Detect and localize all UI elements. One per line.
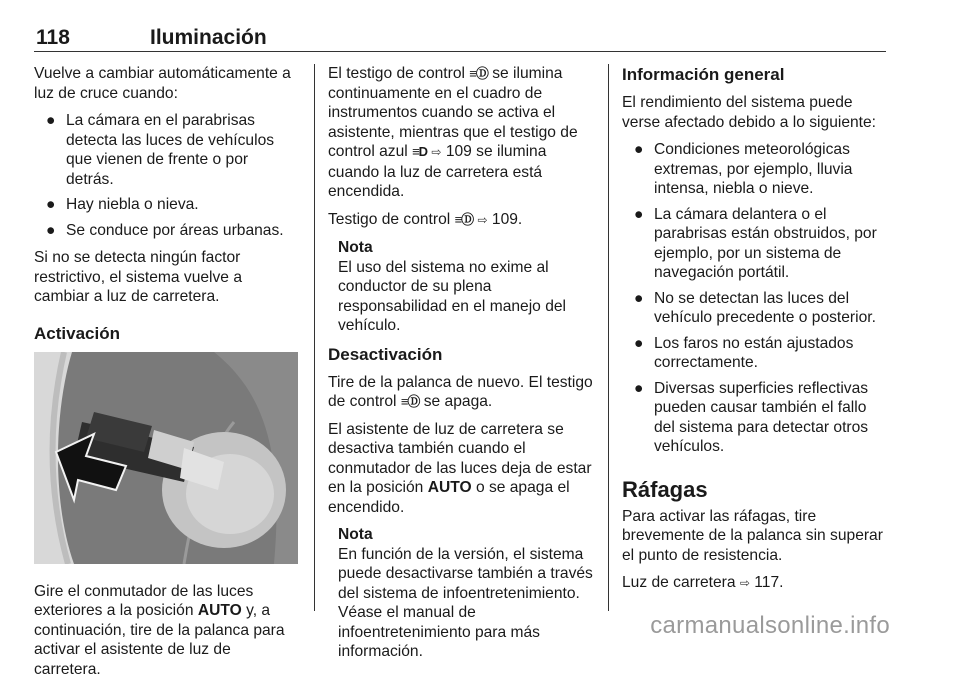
paragraph: El testigo de control ≡Ⓓ se ilumina continuamente en el cuadro de instrumentos cuando se activa el asistente, mientras que el testigo de control azul ≡D ⇨ 109 se ilumina cuando la luz de carretera está encendida. (328, 65, 578, 200)
paragraph: Testigo de control ≡Ⓓ ⇨ 109. (328, 210, 594, 231)
paragraph: Vuelve a cambiar automáticamente a luz de cruce cuando: (34, 65, 291, 102)
watermark-text[interactable]: carmanualsonline.info (650, 612, 890, 639)
bullet-icon: ● (46, 112, 56, 129)
section-heading-desactivacion: Desactivación (328, 344, 443, 364)
auto-position-label: AUTO (197, 602, 242, 619)
column-2 (328, 64, 594, 670)
paragraph: Tire de la palanca de nuevo. El testigo de control ≡Ⓓ se apaga. (328, 373, 593, 410)
note-box (328, 525, 594, 662)
paragraph: El asistente de luz de carretera se desactiva también cuando el conmutador de las luces deja de estar en la posición AUTO o se apaga el encendido. (328, 420, 592, 516)
paragraph: El rendimiento del sistema puede verse afectado debido a lo siguiente: (622, 94, 877, 131)
section-heading-informacion: Información general (622, 65, 785, 84)
high-beam-icon: ≡D (412, 144, 428, 159)
page-reference[interactable]: 117. (754, 574, 784, 591)
column-1 (34, 64, 300, 687)
ref-arrow-icon: ⇨ (431, 145, 442, 159)
column-3 (622, 64, 888, 602)
lever-illustration (34, 352, 298, 564)
auto-light-icon: ≡Ⓓ (469, 66, 488, 81)
page-reference[interactable]: 109 (445, 143, 472, 160)
bullet-icon: ● (634, 289, 644, 307)
bullet-icon: ● (46, 221, 56, 239)
list-item: ● No se detectan las luces del vehículo precedente o posterior. (634, 289, 876, 326)
list-item: ● La cámara en el parabrisas detecta las luces de vehículos que vienen de frente o por detrás. (46, 112, 275, 188)
auto-light-icon: ≡Ⓓ (454, 211, 474, 227)
header-rule (34, 51, 886, 52)
list-item: ● Diversas superficies reflectivas pueden causar también el fallo del sistema para detectar otros vehículos. (634, 379, 869, 455)
section-heading-activacion: Activación (34, 323, 120, 343)
paragraph: Gire el conmutador de las luces exteriores a la posición AUTO y, a continuación, tire de la palanca para activar el asistente de luz de carretera. (34, 582, 285, 678)
ref-arrow-icon: ⇨ (477, 212, 488, 227)
auto-light-icon: ≡Ⓓ (400, 394, 420, 409)
list-item: ● La cámara delantera o el parabrisas están obstruidos, por ejemplo, por un sistema de navegación portátil. (634, 205, 877, 281)
lever-image-icon (34, 352, 298, 564)
page-title: Iluminación (150, 26, 267, 49)
note-text: En función de la versión, el sistema puede desactivarse también a través del sistema de infoentretenimiento. Véase el manual de infoentretenimiento para más información. (338, 545, 593, 660)
list-item: ● Se conduce por áreas urbanas. (46, 221, 284, 239)
auto-position-label: AUTO (427, 479, 472, 496)
bullet-list (622, 140, 888, 457)
bullet-icon: ● (634, 205, 644, 223)
ref-arrow-icon: ⇨ (739, 576, 750, 590)
note-heading: Nota (338, 239, 373, 256)
bullet-icon: ● (46, 196, 56, 213)
column-divider-1 (314, 64, 315, 611)
bullet-icon: ● (634, 334, 644, 352)
note-box (328, 238, 594, 336)
bullet-icon: ● (634, 141, 644, 158)
page-number: 118 (36, 26, 70, 49)
page-header (34, 24, 886, 54)
bullet-list (34, 111, 300, 240)
paragraph: Si no se detecta ningún factor restrictivo, el sistema vuelve a cambiar a luz de carretera. (34, 249, 242, 305)
paragraph: Luz de carretera ⇨ 117. (622, 573, 888, 594)
paragraph: Para activar las ráfagas, tire brevemente de la palanca sin superar el punto de resistencia. (622, 507, 883, 564)
list-item: ● Los faros no están ajustados correctamente. (634, 334, 854, 371)
column-divider-2 (608, 64, 609, 611)
section-heading-rafagas: Ráfagas (622, 476, 708, 502)
bullet-icon: ● (634, 379, 644, 397)
page-reference[interactable]: 109. (491, 210, 523, 228)
list-item: ● Hay niebla o nieva. (46, 196, 199, 213)
note-heading: Nota (338, 526, 373, 543)
list-item: ● Condiciones meteorológicas extremas, por ejemplo, lluvia intensa, niebla o nieve. (634, 141, 853, 197)
note-text: El uso del sistema no exime al conductor de su plena responsabilidad en el manejo del vehículo. (338, 258, 566, 334)
